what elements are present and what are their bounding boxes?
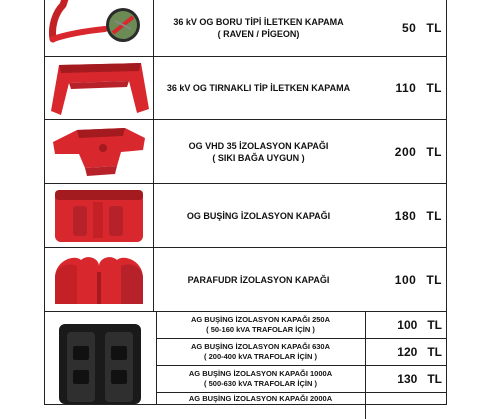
ag-product-row	[156, 366, 446, 393]
product-name: 36 kV OG TIRNAKLI TİP İLETKEN KAPAMA	[166, 83, 351, 93]
product-description	[153, 248, 364, 311]
price-value: 100	[394, 272, 417, 287]
price-currency: TL	[426, 272, 442, 287]
ag-product-row	[156, 312, 446, 339]
price-list	[44, 0, 447, 403]
ag-product-row	[156, 393, 446, 419]
product-name: AG BUŞİNG İZOLASYON KAPAĞI 250A	[190, 315, 331, 324]
product-name: OG BUŞİNG İZOLASYON KAPAĞI	[186, 210, 331, 221]
price-value: 50	[401, 20, 417, 35]
ag-product-row	[156, 339, 446, 366]
product-description	[156, 393, 366, 419]
product-description	[153, 120, 364, 183]
product-price	[364, 248, 446, 311]
product-name: AG BUŞİNG İZOLASYON KAPAĞI 630A	[190, 342, 331, 351]
product-description	[156, 366, 366, 392]
price-value: 200	[394, 144, 417, 159]
price-currency: TL	[426, 144, 442, 159]
price-value: 180	[394, 208, 417, 223]
product-name: PARAFUDR İZOLASYON KAPAĞI	[187, 274, 330, 285]
product-row	[44, 0, 447, 57]
product-note: ( 200-400 kVA TRAFOLAR İÇİN )	[204, 352, 317, 361]
product-price	[364, 0, 446, 56]
product-name: AG BUŞİNG İZOLASYON KAPAĞI 1000A	[188, 369, 333, 378]
product-name: 36 kV OG BORU TİPİ İLETKEN KAPAMA	[173, 16, 344, 27]
product-name: AG BUŞİNG İZOLASYON KAPAĞI 2000A	[188, 394, 333, 403]
price-value: 100	[397, 318, 418, 332]
product-description	[156, 339, 366, 365]
product-row	[44, 247, 447, 312]
product-name: OG VHD 35 İZOLASYON KAPAĞI	[188, 140, 329, 151]
price-currency: TL	[427, 345, 442, 359]
product-note: ( SIKI BAĞA UYGUN )	[212, 152, 305, 163]
product-row	[44, 56, 447, 120]
price-currency: TL	[426, 81, 442, 95]
product-description	[156, 312, 366, 338]
product-image-conductor-tube	[45, 0, 154, 56]
product-price	[365, 393, 446, 419]
price-value: 120	[397, 345, 418, 359]
product-row	[44, 183, 447, 248]
product-price	[365, 366, 446, 392]
price-currency: TL	[426, 20, 442, 35]
product-price	[364, 57, 446, 119]
product-description	[153, 184, 364, 247]
product-description	[153, 57, 364, 119]
product-price	[364, 120, 446, 183]
product-price	[364, 184, 446, 247]
product-image-bushing-cover	[45, 184, 154, 247]
product-image-ag-bushing-cover	[45, 312, 157, 404]
product-note: ( RAVEN / PİGEON)	[217, 28, 300, 39]
price-currency: TL	[427, 318, 442, 332]
price-value: 110	[395, 81, 417, 95]
product-note: ( 50-160 kVA TRAFOLAR İÇİN )	[206, 325, 315, 334]
price-currency: TL	[426, 208, 442, 223]
product-description	[153, 0, 364, 56]
product-row	[44, 119, 447, 184]
ag-bushing-group	[44, 311, 447, 405]
product-image-clawed-cover	[45, 57, 154, 119]
product-price	[365, 339, 446, 365]
product-note: ( 500-630 kVA TRAFOLAR İÇİN )	[204, 379, 317, 388]
product-price	[365, 312, 446, 338]
price-currency: TL	[427, 372, 442, 386]
price-value: 130	[397, 372, 418, 386]
product-image-arrester-cover	[45, 248, 154, 311]
product-image-vhd-cover	[45, 120, 154, 183]
